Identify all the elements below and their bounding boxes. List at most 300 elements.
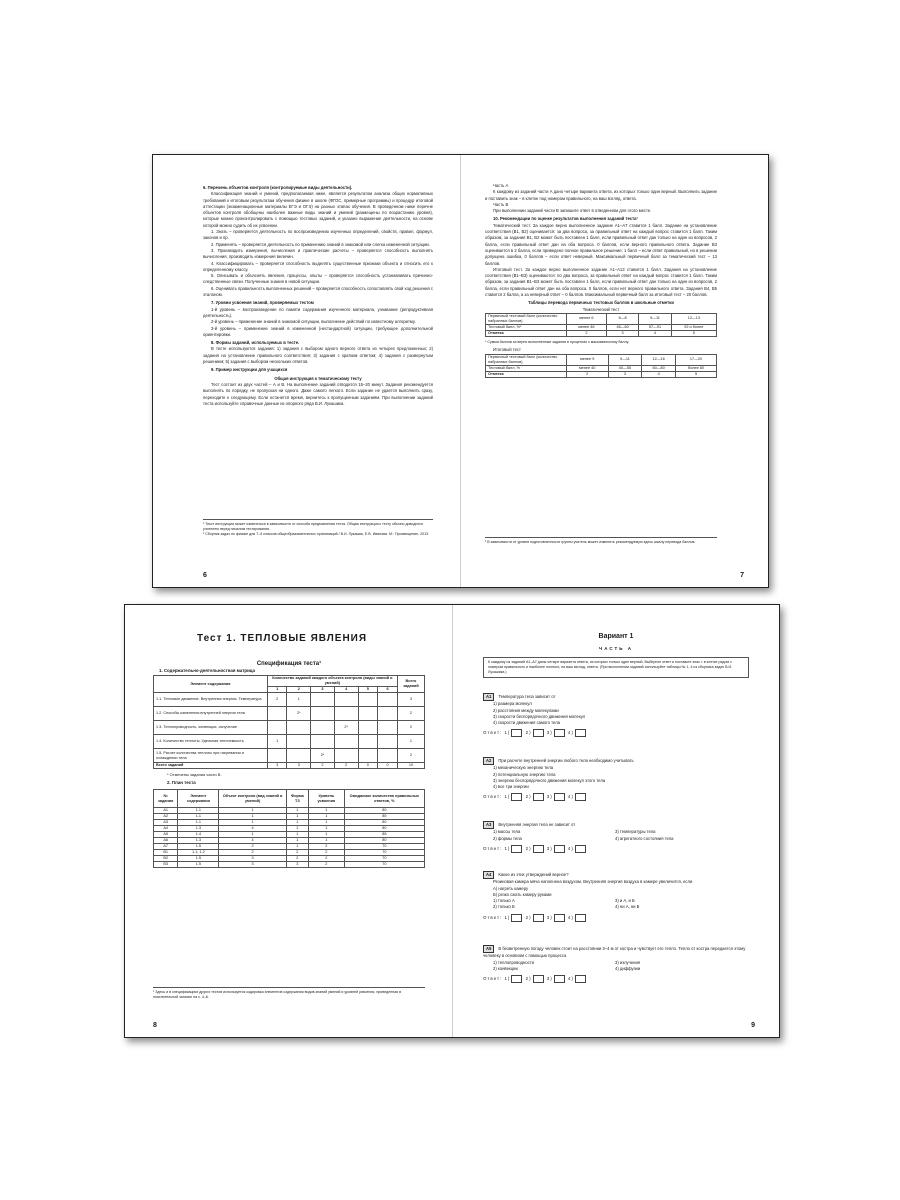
table-cell: 2 xyxy=(308,856,344,862)
paragraph: 2-й уровень – применение знаний в знакомой ситуации, выполнение действий по известному алгоритму. xyxy=(211,319,416,325)
table-cell: 1 xyxy=(286,838,308,844)
answer-option: 3) температуры тела xyxy=(615,829,656,835)
table-cell: 1 xyxy=(286,820,308,826)
table-cell: менее 40 xyxy=(566,365,608,371)
answer-label: Ответ: xyxy=(483,730,503,736)
test-title: Тест 1. ТЕПЛОВЫЕ ЯВЛЕНИЯ xyxy=(197,633,368,644)
answer-checkbox[interactable] xyxy=(533,845,544,853)
table-cell xyxy=(287,735,311,749)
answer-slot-label: 1) xyxy=(504,730,511,736)
table-row xyxy=(486,313,717,324)
section-matrix-heading: 1. Содержательно-деятельностная матрица xyxy=(159,668,255,673)
heading-instruction: 9. Пример инструкции для учащихся xyxy=(211,367,288,373)
table-row xyxy=(154,862,425,868)
table-cell: 1.1 xyxy=(178,820,219,826)
conversion-table-thematic xyxy=(485,313,717,337)
table-cell: 9—11 xyxy=(608,354,642,365)
table-cell: А5 xyxy=(154,832,178,838)
table-cell: 70 xyxy=(344,862,424,868)
table-cell: 10 xyxy=(397,763,424,769)
page-6 xyxy=(153,155,460,587)
paragraph: 3. Производить измерения, вычисления и практические расчеты – проверяется способность выполнять вычисления, производить измерения величин. xyxy=(203,247,433,260)
table-cell: 4 xyxy=(642,371,676,377)
answer-slot-label: 4) xyxy=(567,794,574,800)
table-cell: А7 xyxy=(154,844,178,850)
table-cell: 1.4 xyxy=(178,832,219,838)
table-header: 1 xyxy=(267,687,287,693)
table-row xyxy=(486,371,717,377)
table-cell xyxy=(358,735,378,749)
table-cell xyxy=(358,749,378,763)
part-a-label: ЧАСТЬ А xyxy=(599,646,633,651)
question-text: Температура тела зависит от xyxy=(498,694,556,699)
table-cell: 3 xyxy=(606,330,638,336)
table-cell: 1.1 xyxy=(178,814,219,820)
answer-slot-label: 2) xyxy=(525,914,532,920)
answer-slot-label: 4) xyxy=(567,846,574,852)
content-matrix-table xyxy=(153,675,425,769)
answer-option: 2) потенциальную энергию тела xyxy=(493,771,556,777)
options-grid xyxy=(483,898,747,911)
page-8-footnote: ¹ Здесь и в спецификациях других тестов используется кодировка элементов содержания видов знаний умений и уровней усвоения, приведенная в пояснительной записке на с. 4–6. xyxy=(153,987,425,1000)
table-cell: 2 xyxy=(267,693,287,707)
table-cell: А1 xyxy=(154,808,178,814)
table-cell: 1 xyxy=(308,808,344,814)
table-cell xyxy=(287,749,311,763)
page-number: 7 xyxy=(740,572,744,579)
table-cell: 1.4. Количество теплоты. Удельная теплоемкость xyxy=(154,735,268,749)
table-header: 3 xyxy=(311,687,335,693)
table-cell: 2* xyxy=(334,721,358,735)
table-cell: 1.5 xyxy=(178,844,219,850)
table-cell: 1 xyxy=(308,814,344,820)
table-header: Объект контроля (вид знаний и умений) xyxy=(219,790,286,808)
table-cell: Тестовый балл, % xyxy=(486,365,567,371)
table-cell xyxy=(334,693,358,707)
answer-slot-label: 3) xyxy=(546,846,553,852)
table-cell xyxy=(358,693,378,707)
answer-option: 4) скорости движения самого тела xyxy=(493,720,560,726)
answer-checkbox[interactable] xyxy=(554,914,565,922)
bottom-spread xyxy=(124,604,780,1038)
table-cell: 1.2. Способы изменения внутренней энергии тела xyxy=(154,707,268,721)
answer-checkbox[interactable] xyxy=(511,975,522,983)
table-cell: 1.3 xyxy=(178,838,219,844)
page-8 xyxy=(125,605,452,1037)
answer-option: 2) конвекции xyxy=(493,965,518,971)
answer-checkbox[interactable] xyxy=(575,975,586,983)
table-cell: 80 xyxy=(344,826,424,832)
paragraph: 5. Описывать и объяснять явления, процессы, опыты – проверяется способность устанавливать причинно-следственные связи. Полученные знания в новой ситуации. xyxy=(203,273,433,285)
answer-slot-label: 2) xyxy=(525,976,532,982)
table-cell: 85 xyxy=(344,832,424,838)
table-cell: А6 xyxy=(154,838,178,844)
answer-option: 1) только А xyxy=(493,898,515,904)
table-cell: А3 xyxy=(154,820,178,826)
paragraph: 6. Оценивать правильность выполненных решений – проверяется способность сопоставлять свой ход решения с эталоном. xyxy=(203,285,433,298)
answer-option: 3) энергию беспорядочного движения молекул этого тела xyxy=(493,777,606,783)
table-header: 4 xyxy=(334,687,358,693)
question-text: Какое из этих утверждений верное? xyxy=(498,872,569,877)
table-header: 2 xyxy=(287,687,311,693)
answer-checkbox[interactable] xyxy=(511,729,522,737)
page-8-body xyxy=(153,661,425,868)
answer-checkbox[interactable] xyxy=(533,793,544,801)
table-cell: 6—8 xyxy=(606,313,638,324)
table-cell: 1 xyxy=(286,832,308,838)
answer-slot-label: 2) xyxy=(525,730,532,736)
heading-conversion-tables: Таблицы перевода первичных тестовых баллов в школьные отметки xyxy=(528,300,674,306)
question-number: А2 xyxy=(483,757,494,765)
table-cell: 3 xyxy=(267,763,287,769)
answer-slot-label: 4) xyxy=(567,730,574,736)
instruction-box: К каждому из заданий А1–А7 даны четыре варианта ответа, из которых только один верный. Выберите ответ и поставьте знак × в клетке рядом с номером правильного и наиболее полного, на ваш взгляд, ответа. (При выполнении заданий используйте таблицы № 1, 4 из сборника задач В.И. Лукашика.) xyxy=(483,657,749,678)
table-cell: 1.5 xyxy=(178,856,219,862)
table-row xyxy=(154,693,425,707)
section-plan-heading: 2. План теста xyxy=(167,780,196,785)
answer-option: 3) скорости беспорядочного движения молекул xyxy=(493,713,586,719)
answer-row xyxy=(483,975,747,983)
answer-checkbox[interactable] xyxy=(575,845,586,853)
table-cell: В3 xyxy=(154,862,178,868)
table-cell: 1.3 xyxy=(178,826,219,832)
subheading-instruction: Общая инструкция к тематическому тесту xyxy=(274,375,362,381)
page-7 xyxy=(461,155,768,587)
table-header: Ожидаемое количество правильных ответов, % xyxy=(344,790,424,808)
table-header: Элемент содержания xyxy=(154,676,268,693)
table-cell: 85 xyxy=(344,814,424,820)
top-spread xyxy=(152,154,769,588)
table-cell xyxy=(334,735,358,749)
question-text: Внутренняя энергия тела не зависит от xyxy=(498,822,576,827)
answer-label: Ответ: xyxy=(483,794,503,800)
variant-title: Вариант 1 xyxy=(598,633,634,640)
question-statement: А) нагреть камеру xyxy=(493,885,529,891)
table-row xyxy=(154,707,425,721)
table-cell xyxy=(378,707,398,721)
table-cell: Отметка xyxy=(486,330,567,336)
answer-option: 3) и А, и Б xyxy=(615,898,635,904)
answer-option: 2) расстояния между молекулами xyxy=(493,707,559,713)
table-header: № задания xyxy=(154,790,178,808)
page-9 xyxy=(453,605,779,1037)
table-cell: 70 xyxy=(344,850,424,856)
table-cell: 1.5. Расчет количества теплоты при нагревании и охлаждении тела xyxy=(154,749,268,763)
caption-final: Итоговый тест xyxy=(493,347,521,353)
question-number: А5 xyxy=(483,945,494,953)
table-cell: 2 xyxy=(308,844,344,850)
answer-row xyxy=(483,914,747,922)
table-cell: 70 xyxy=(344,844,424,850)
table-cell xyxy=(378,735,398,749)
table-cell: 1.5 xyxy=(178,862,219,868)
table-cell: 3 xyxy=(219,856,286,862)
table-cell: 1 xyxy=(267,735,287,749)
table-total-row xyxy=(154,763,425,769)
table-cell: 46—60 xyxy=(606,324,638,330)
answer-option: 4) ни А, ни Б xyxy=(615,904,640,910)
table-cell: 9—11 xyxy=(639,313,671,324)
table-cell: 70 xyxy=(344,856,424,862)
footnote: ¹ Текст инструкции может изменяться в зависимости от способа предъявления теста. Общая инструкция к тесту обычно доводится учителем перед началом тестирования. xyxy=(203,522,423,531)
table-cell: 1 xyxy=(286,844,308,850)
table-cell: 1.1 xyxy=(178,808,219,814)
answer-option: 4) агрегатного состояния тела xyxy=(615,835,674,841)
questions-area xyxy=(483,693,747,1009)
answer-checkbox[interactable] xyxy=(575,793,586,801)
answer-checkbox[interactable] xyxy=(554,793,565,801)
table-cell: 2 xyxy=(311,763,335,769)
table-cell: 2* xyxy=(311,749,335,763)
table-cell xyxy=(311,707,335,721)
answer-slot-label: 4) xyxy=(567,976,574,982)
table-cell: Отметка xyxy=(486,371,567,377)
answer-checkbox[interactable] xyxy=(575,729,586,737)
answer-checkbox[interactable] xyxy=(511,793,522,801)
table-cell: 80 xyxy=(344,820,424,826)
question-statement: Б) резко сжать камеру руками xyxy=(493,891,552,897)
table-cell xyxy=(267,707,287,721)
conversion-table-final xyxy=(485,354,717,378)
table-cell xyxy=(358,721,378,735)
question-a5 xyxy=(483,945,747,983)
question-body: Резиновая камера мяча наполнена воздухом. Внутренняя энергия воздуха в камере увеличится, если xyxy=(493,879,693,885)
footnote: ² Сборник задач по физике для 7–9 классов общеобразовательных организаций / В.И. Лукашик, Е.В. Иванова. М.: Просвещение, 2013. xyxy=(203,532,430,536)
answer-slot-label: 3) xyxy=(546,730,553,736)
paragraph: Классификация знаний и умений, предполагаемая ниже, является результатом анализа общих нормативных требований к итоговым результатам обучения физике в школе (ФГОС, примерные программы) и процедур итоговой аттестации (экзаменационные материалы ЕГЭ и ОГЭ) на разных этапах обучения. В проведенном ниже перечне объектов контроля обобщены наиболее важные виды знаний и умений (размещены по возрастанию уровня), которые можно проконтролировать с помощью тестовых заданий, и указано выражение деятельности, на основе которой можно судить об их усвоении. xyxy=(203,191,433,228)
paragraph: 1-й уровень – воспроизведение по памяти содержания изученного материала, узнавание (репродуктивная деятельность). xyxy=(203,306,433,318)
caption-thematic: Тематический тест xyxy=(582,306,620,312)
heading-forms: 8. Формы заданий, используемых в тесте. xyxy=(211,340,300,346)
answer-slot-label: 2) xyxy=(525,846,532,852)
table-cell xyxy=(311,721,335,735)
table-cell: А2 xyxy=(154,814,178,820)
table-cell: 3 xyxy=(287,763,311,769)
table-header: 5 xyxy=(358,687,378,693)
table-cell: 3 xyxy=(608,371,642,377)
table-cell: 12—16 xyxy=(642,354,676,365)
table-cell xyxy=(378,721,398,735)
table-header: Количество заданий каждого объекта контроля (виды знаний и умений) xyxy=(267,676,397,687)
answer-checkbox[interactable] xyxy=(511,914,522,922)
paragraph: 1. Знать – проверяется деятельность по воспроизведению изученных определений, свойств, правил, формул, законов и пр. xyxy=(203,229,433,241)
answer-slot-label: 3) xyxy=(546,794,553,800)
options-grid xyxy=(483,829,747,842)
options-grid xyxy=(483,960,747,973)
paragraph: В тесте используются задания: 1) задания с выбором одного верного ответа из четырех предложенных; 2) задания на установление правильного соответствия; 3) задания с кратким ответом; 4) задания с развернутым решением; 5) задания с выбором нескольких ответов. xyxy=(203,346,433,365)
heading-control-objects: 6. Перечень объектов контроля (контролируемые виды деятельности). xyxy=(203,185,353,190)
question-number: А1 xyxy=(483,693,494,701)
table-cell: Первичный тестовый балл (количество набранных баллов) xyxy=(486,354,567,365)
table-header: Форма ТЗ xyxy=(286,790,308,808)
table-cell: 1 xyxy=(286,826,308,832)
paragraph: Тест состоит из двух частей – А и В. На выполнение заданий отводится 15–20 минут. Задания рекомендуется выполнять по порядку, не пропуская ни одного. Даже самого легкого. Если задание не удается выполнить сразу, переходите к следующему. Если останется время, вернитесь к пропущенным заданиям. При выполнении заданий теста используйте справочные данные из опорного ряда В.И. Лукашика. xyxy=(203,381,433,406)
table-cell: 3 xyxy=(286,862,308,868)
answer-checkbox[interactable] xyxy=(575,914,586,922)
table-cell: 1 xyxy=(286,808,308,814)
table-cell: 1 xyxy=(397,735,424,749)
question-text: При расчете внутренней энергии любого тела необходимо учитывать xyxy=(498,758,634,763)
table-cell: 2 xyxy=(397,707,424,721)
page-6-footnotes xyxy=(203,519,433,537)
paragraph: К каждому из заданий части А дано четыре варианта ответа, из которых только один верный. Выполнить задание и поставить знак – в клетке под номером правильного, на ваш взгляд, ответа. xyxy=(485,189,717,201)
table-cell: 1.3. Теплопроводность, конвекция, излучение xyxy=(154,721,268,735)
question-a3 xyxy=(483,821,747,853)
answer-option: 2) формы тела xyxy=(493,835,522,841)
table-cell xyxy=(311,735,335,749)
table-cell: 1 xyxy=(287,693,311,707)
table-note: * Сумма баллов за верно выполненные задания в процентах к максимальному баллу. xyxy=(485,339,630,344)
table-cell: Всего заданий xyxy=(154,763,268,769)
answer-slot-label: 1) xyxy=(504,976,511,982)
answer-checkbox[interactable] xyxy=(511,845,522,853)
table-cell: 2* xyxy=(287,707,311,721)
answer-option: 4) диффузии xyxy=(615,965,641,971)
page-number: 9 xyxy=(751,1022,755,1029)
answer-checkbox[interactable] xyxy=(554,729,565,737)
page-7-body xyxy=(485,183,717,378)
table-row xyxy=(486,354,717,365)
answer-option: 4) все три энергии xyxy=(493,784,529,790)
table-header: Уровень усвоения xyxy=(308,790,344,808)
answer-option: 2) только Б xyxy=(493,904,515,910)
table-header-row xyxy=(154,676,425,687)
table-cell xyxy=(267,749,287,763)
answer-checkbox[interactable] xyxy=(533,975,544,983)
table-cell: 1 xyxy=(219,820,286,826)
test-plan-table xyxy=(153,789,425,868)
table-cell: Тестовый балл, %* xyxy=(486,324,567,330)
table-cell: 1 xyxy=(219,832,286,838)
answer-row xyxy=(483,793,747,801)
table-cell: 0 xyxy=(378,763,398,769)
question-text: В безветренную погоду человек стоит на расстоянии 3–4 м от костра и чувствует его тепло. Тепло от костра передается этому человеку в основном с помощью процесса xyxy=(483,946,746,959)
table-cell: 1.1, 1.2 xyxy=(178,850,219,856)
table-cell: 92 и более xyxy=(671,324,716,330)
table-cell: 4 xyxy=(219,826,286,832)
table-cell xyxy=(267,721,287,735)
table-row xyxy=(154,735,425,749)
paragraph: При выполнении заданий части В запишите ответ в отведенном для этого месте. xyxy=(493,208,652,214)
table-row xyxy=(486,330,717,336)
table-cell: 2 xyxy=(566,371,608,377)
table-cell: 2 xyxy=(397,721,424,735)
table-cell: В1 xyxy=(154,850,178,856)
table-cell: 2 xyxy=(219,850,286,856)
answer-label: Ответ: xyxy=(483,846,503,852)
answer-option: 1) массы тела xyxy=(493,829,521,835)
answer-slot-label: 3) xyxy=(546,914,553,920)
table-cell: 3 xyxy=(397,693,424,707)
table-cell: 1.1. Тепловое движение. Внутренняя энергия. Температура xyxy=(154,693,268,707)
table-cell: 4 xyxy=(639,330,671,336)
question-a2 xyxy=(483,757,747,801)
answer-option: 1) размера молекул xyxy=(493,701,532,707)
table-header: Всего заданий xyxy=(397,676,424,693)
table-cell: менее 9 xyxy=(566,354,608,365)
table-cell: 1 xyxy=(308,826,344,832)
table-cell: 2 xyxy=(566,330,606,336)
part-b-heading: Часть В xyxy=(493,201,509,207)
table-cell xyxy=(311,693,335,707)
table-cell: 1 xyxy=(219,814,286,820)
table-cell xyxy=(334,749,358,763)
answer-row xyxy=(483,845,747,853)
table-cell: 2 xyxy=(219,844,286,850)
spec-title: Спецификация теста¹ xyxy=(256,661,322,667)
table-cell: 12—13 xyxy=(671,313,716,324)
paragraph: Тематический тест. За каждое верно выполненное задание А1–А7 ставится 1 балл. Задание на установление соответствия (В1, В2) оценивается: за два вопроса, за правильный ответ на каждый вопрос ставится 1 балл. Таким образом, за задания В1, В2 может быть поставлен 1 балл, если правильный ответ дан только на один из вопросов, 2 балла, если правильный ответ дан на оба вопроса. 0 баллов, если верного правильного ответа. Задание В3 оценивается в 2 балла, если приведено полное правильное решение; 1 балл – если ответ правильный, но в решении допущена ошибка, 0 баллов – если ответ неверный. Максимальный первичный балл за тематический тест – 13 баллов. xyxy=(485,222,717,266)
answer-slot-label: 3) xyxy=(546,976,553,982)
table-cell: 60—80 xyxy=(642,365,676,371)
answer-option: 3) излучения xyxy=(615,959,641,965)
paragraph: 2. Применять – проверяется деятельность по применению знаний в знакомой или слегка измененной ситуации. xyxy=(211,241,430,247)
table-cell: 0 xyxy=(358,763,378,769)
question-a1 xyxy=(483,693,747,737)
table-cell: менее 46 xyxy=(566,324,606,330)
table-cell: более 80 xyxy=(676,365,717,371)
table-cell xyxy=(378,749,398,763)
answer-checkbox[interactable] xyxy=(533,914,544,922)
answer-slot-label: 4) xyxy=(567,914,574,920)
table-cell: 2 xyxy=(334,763,358,769)
answer-checkbox[interactable] xyxy=(554,975,565,983)
paragraph: 4. Классифицировать – проверяется способность выделять существенные признаки объекта и относить его к определенному классу. xyxy=(203,260,433,272)
answer-slot-label: 1) xyxy=(504,794,511,800)
answer-checkbox[interactable] xyxy=(554,845,565,853)
table-cell: 2 xyxy=(286,856,308,862)
table-cell xyxy=(378,693,398,707)
answer-checkbox[interactable] xyxy=(533,729,544,737)
table-cell: 1 xyxy=(286,814,308,820)
answer-label: Ответ: xyxy=(483,914,503,920)
table-cell: 17—20 xyxy=(676,354,717,365)
matrix-note: * Отмечены задания части В. xyxy=(167,772,222,777)
table-cell: 80 xyxy=(344,838,424,844)
table-cell: 80 xyxy=(344,808,424,814)
table-cell: А4 xyxy=(154,826,178,832)
table-cell: 5 xyxy=(676,371,717,377)
table-row xyxy=(154,721,425,735)
answer-slot-label: 1) xyxy=(504,914,511,920)
table-header: 6 xyxy=(378,687,398,693)
table-header: Элемент содержания xyxy=(178,790,219,808)
question-number: А4 xyxy=(483,871,494,879)
table-cell: 2 xyxy=(308,850,344,856)
table-cell: 1 xyxy=(308,820,344,826)
answer-option: 1) механическую энергию тела xyxy=(493,765,554,771)
page-number: 8 xyxy=(153,1022,157,1029)
question-a4 xyxy=(483,871,747,922)
table-cell: 57—91 xyxy=(639,324,671,330)
page-6-body xyxy=(203,183,433,407)
table-cell: 3 xyxy=(219,862,286,868)
table-cell: В2 xyxy=(154,856,178,862)
table-cell xyxy=(358,707,378,721)
page-number: 6 xyxy=(203,572,207,579)
table-cell: менее 6 xyxy=(566,313,606,324)
table-cell: 40—55 xyxy=(608,365,642,371)
table-cell: 4 xyxy=(219,838,286,844)
table-cell: 1 xyxy=(308,832,344,838)
table-cell xyxy=(287,721,311,735)
table-cell: 1 xyxy=(308,838,344,844)
page-7-footnote: ² В зависимости от уровня подготовленности группы учитель может изменить рекомендуемую здесь шкалу перевода баллов. xyxy=(485,537,717,545)
answer-option: 1) теплопроводности xyxy=(493,959,534,965)
table-cell xyxy=(334,707,358,721)
heading-levels: 7. Уровни усвоения знаний, проверяемых тестом xyxy=(211,300,314,306)
table-row xyxy=(154,749,425,763)
